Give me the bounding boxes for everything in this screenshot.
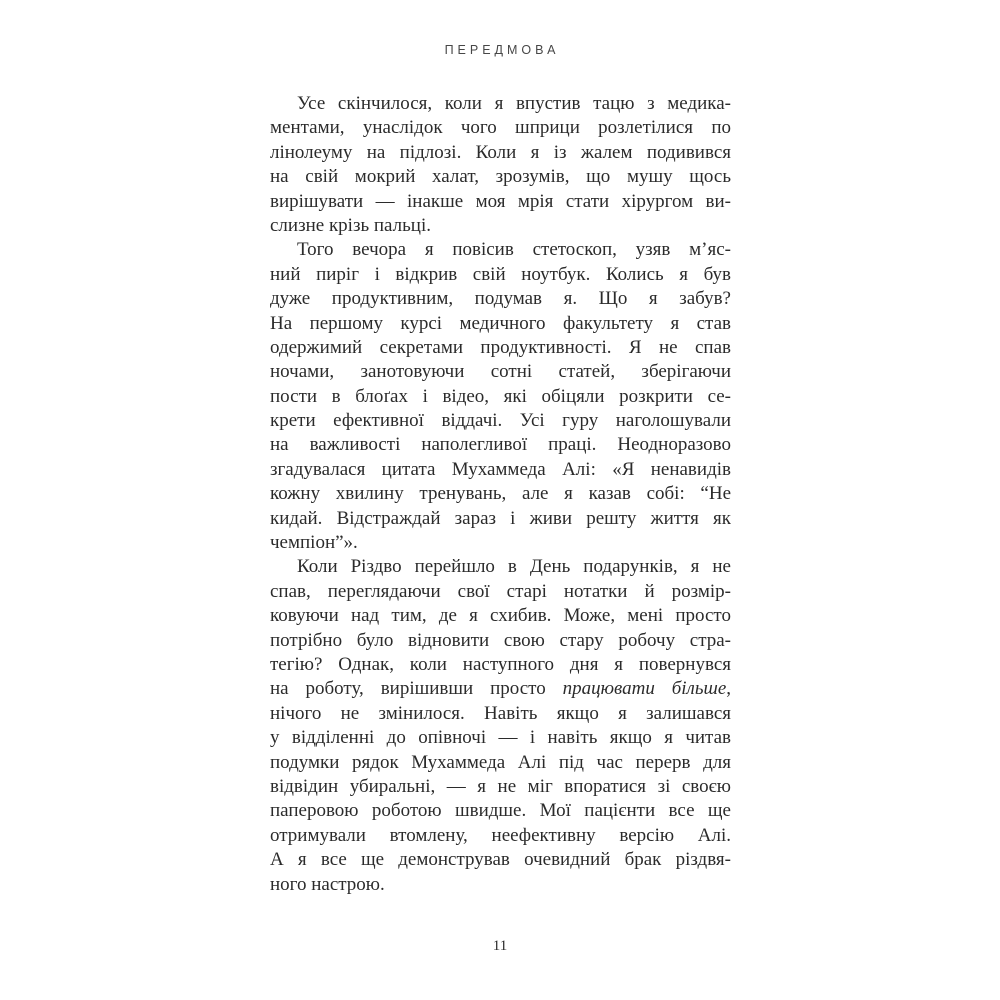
text-run: відвідин убиральні, — я не міг впоратися зі своєю [270,775,731,797]
paragraph [270,238,731,555]
text-run: кидай. Відстраждай зараз і живи решту життя як [270,507,731,529]
text-run: дуже продуктивним, подумав я. Що я забув? [270,288,731,310]
text-run: у відділенні до опівночі — і навіть якщо я читав [270,727,731,749]
text-run: вирішувати — інакше моя мрія стати хірургом ви- [270,190,731,212]
text-run: тегію? Однак, коли наступного дня я повернувся [270,653,731,675]
text-run: паперовою роботою швидше. Мої пацієнти все ще [270,800,731,822]
text-line [270,604,731,628]
text-run: одержимий секретами продуктивності. Я не спав [270,336,731,358]
text-line [270,165,731,189]
text-run: лінолеуму на підлозі. Коли я із жалем подивився [270,141,731,163]
text-run: ковуючи над тим, де я схибив. Може, мені просто [270,605,731,627]
text-run: ментами, унаслідок чого шприци розлетілися по [270,117,731,139]
text-line [270,775,731,799]
text-run: Того вечора я повісив стетоскоп, узяв м’яс- [297,239,731,261]
text-line [270,433,731,457]
text-run: подумки рядок Мухаммеда Алі під час перерв для [270,751,731,773]
text-run: спав, переглядаючи свої старі нотатки й розмір- [270,580,731,602]
text-run: нічого не змінилося. Навіть якщо я залишався [270,702,731,724]
text-line [270,531,731,555]
text-run: потрібно було відновити свою стару робочу стра- [270,629,731,651]
text-run: ного настрою. [270,873,385,895]
text-line [270,336,731,360]
text-run: крети ефективної віддачі. Усі гуру наголошували [270,410,731,432]
text-run: пости в блоґах і відео, які обіцяли розкрити се- [270,385,731,407]
text-run: ночами, занотовуючи сотні статей, зберігаючи [270,361,731,383]
text-line [270,141,731,165]
page-number: 11 [492,938,508,954]
text-run: на важливості наполегливої праці. Неодноразово [270,434,731,456]
text-run: на роботу, вирішивши просто [270,678,563,700]
text-run: кожну хвилину тренувань, але я казав собі: “Не [270,483,731,505]
text-line [270,458,731,482]
text-line [270,580,731,604]
text-line [270,873,731,897]
text-line [270,702,731,726]
italic-phrase: працювати більше [562,678,727,700]
text-line [270,238,731,262]
paragraph [270,92,731,238]
text-run: слизне крізь пальці. [270,214,431,236]
text-run: , [726,678,731,700]
text-run: А я все ще демонстрував очевидний брак різдвя- [270,849,731,871]
text-line [270,726,731,750]
text-run: На першому курсі медичного факультету я став [270,312,731,334]
text-line [270,555,731,579]
text-line [270,263,731,287]
text-line [270,507,731,531]
text-line [270,824,731,848]
text-line [270,629,731,653]
text-line [270,751,731,775]
text-line [270,360,731,384]
text-run: Коли Різдво перейшло в День подарунків, я не [297,556,731,578]
text-line [270,312,731,336]
text-run: чемпіон”». [270,532,358,554]
text-line [270,385,731,409]
text-run: згадувалася цитата Мухаммеда Алі: «Я ненавидів [270,458,731,480]
text-line [270,214,731,238]
text-line [270,799,731,823]
text-line [270,677,731,701]
text-line [270,848,731,872]
text-run: Усе скінчилося, коли я впустив тацю з медика- [297,93,731,114]
text-run: ний пиріг і відкрив свій ноутбук. Колись я був [270,263,731,285]
text-run: отримували втомлену, неефективну версію Алі. [270,824,731,846]
text-line [270,92,731,116]
text-line [270,482,731,506]
running-header: ПЕРЕДМОВА [444,43,560,57]
text-line [270,653,731,677]
text-run: на свій мокрий халат, зрозумів, що мушу щось [270,166,731,188]
text-block [270,92,731,897]
text-line [270,287,731,311]
paragraph [270,555,731,896]
text-line [270,116,731,140]
text-line [270,190,731,214]
text-line [270,409,731,433]
